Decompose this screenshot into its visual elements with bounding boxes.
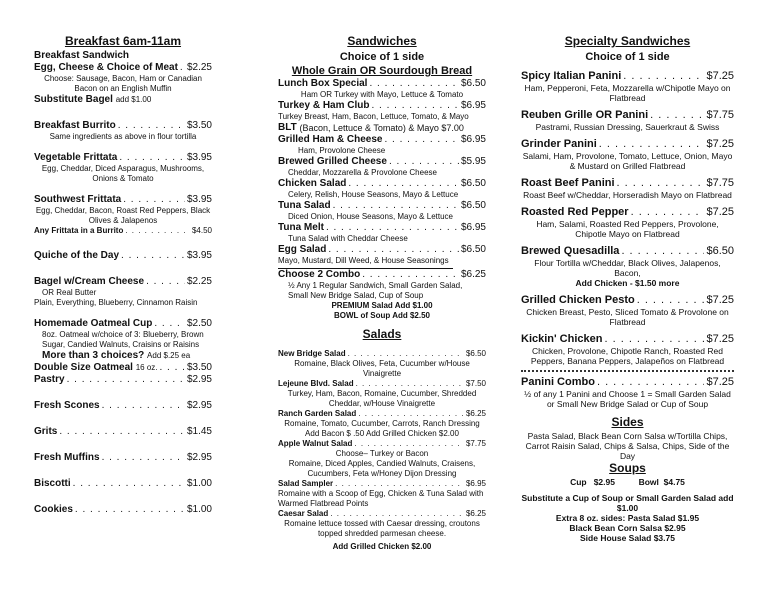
item-description: Cheddar, Mozzarella & Provolone Cheese — [288, 168, 437, 177]
menu-item-tuna-salad — [278, 200, 486, 212]
dot-leader — [154, 318, 185, 330]
item-name: Roast Beef Panini — [521, 177, 615, 189]
dot-leader — [119, 152, 185, 164]
item-price: $6.50 — [460, 78, 486, 89]
menu-item-grits — [34, 426, 212, 438]
item-name: Kickin' Chicken — [521, 333, 603, 345]
menu-item-bagel-sub — [34, 94, 212, 106]
bowl-note: BOWL of Soup Add $2.50 — [333, 311, 430, 320]
item-name: Egg, Cheese & Choice of Meat — [34, 62, 178, 73]
dot-leader — [372, 100, 459, 112]
item-name: Lunch Box Special — [278, 78, 368, 89]
item-price: $1.45 — [186, 426, 212, 437]
item-price: $6.95 — [460, 134, 486, 145]
item-name: Brewed Quesadilla — [521, 245, 620, 257]
item-name: Tuna Melt — [278, 222, 324, 233]
menu-item-sw-frittata — [34, 194, 212, 206]
menu-item-grinder — [521, 138, 734, 151]
item-price: $7.25 — [706, 376, 734, 388]
item-price: $7.25 — [706, 138, 734, 150]
item-description: OR Real Butter — [42, 288, 97, 297]
dot-leader — [75, 504, 185, 516]
item-name: Any Frittata in a Burrito — [34, 226, 124, 235]
specialty-title: Specialty Sandwiches — [564, 34, 691, 48]
item-name: More than 3 choices? — [42, 350, 145, 361]
item-price: $5.95 — [460, 156, 486, 167]
item-price: $3.95 — [186, 152, 212, 163]
menu-item-cookies — [34, 504, 212, 516]
item-description: ½ of any 1 Panini and Choose 1 = Small Garden Salad or Small New Bridge Salad or Cup of Soup — [524, 389, 731, 409]
menu-item-grilled-ham — [278, 134, 486, 146]
menu-item-panini-combo — [521, 376, 734, 389]
dot-leader — [354, 439, 464, 449]
dot-leader — [160, 362, 185, 374]
item-description: Ham, Pepperoni, Feta, Mozzarella w/Chipotle Mayo on Flatbread — [524, 83, 731, 103]
item-description: Ham OR Turkey with Mayo, Lettuce & Tomato — [300, 90, 464, 99]
item-name: Lejeune Blvd. Salad — [278, 379, 354, 388]
item-price: $6.95 — [465, 479, 486, 488]
item-name: Bagel w/Cream Cheese — [34, 276, 145, 287]
item-name: Chicken Salad — [278, 178, 347, 189]
item-name: Roasted Red Pepper — [521, 206, 629, 218]
item-description: Add Bacon $ .50 Add Grilled Chicken $2.00 — [305, 429, 459, 438]
item-price: $3.95 — [186, 250, 212, 261]
item-description: Mayo, Mustard, Dill Weed, & House Seasonings — [278, 256, 449, 265]
dot-leader — [621, 245, 704, 258]
item-description: Egg, Cheddar, Bacon, Roast Red Peppers, Black Olives & Jalapenos — [35, 206, 211, 225]
dot-leader — [326, 222, 459, 234]
item-price: $7.25 — [706, 294, 734, 306]
item-description: Small New Bridge Salad, Cup of Soup — [288, 291, 424, 300]
divider — [521, 370, 734, 372]
item-price: $2.95 — [186, 452, 212, 463]
extra-sides-note: Side House Salad $3.75 — [580, 533, 675, 543]
item-description: Same ingredients as above in flour tortilla — [49, 132, 197, 141]
item-description: Chicken, Provolone, Chipotle Ranch, Roasted Red Peppers, Banana Peppers, Jalapeños on Flatbread — [530, 346, 725, 366]
item-description: Egg, Cheddar, Diced Asparagus, Mushrooms, Onions & Tomato — [41, 164, 205, 183]
item-name: Choose 2 Combo — [278, 269, 361, 280]
item-price: $6.95 — [460, 222, 486, 233]
item-name: Grilled Ham & Cheese — [278, 134, 383, 145]
breakfast-column — [34, 34, 212, 516]
menu-item-blt — [278, 122, 486, 134]
dot-leader — [362, 269, 459, 281]
dot-leader — [121, 250, 185, 262]
dot-leader — [118, 120, 185, 132]
add-chicken-note: Add Grilled Chicken $2.00 — [332, 542, 432, 551]
item-price: $3.50 — [186, 120, 212, 131]
item-description: Flour Tortilla w/Cheddar, Black Olives, Jalapenos, Bacon, — [534, 258, 721, 278]
item-description: Plain, Everything, Blueberry, Cinnamon Raisin — [34, 298, 198, 307]
item-price: $1.00 — [186, 478, 212, 489]
specialty-column — [521, 34, 734, 543]
dot-leader — [180, 62, 185, 74]
item-price: $3.95 — [186, 194, 212, 205]
item-description: Ham, Provolone Cheese — [298, 146, 386, 155]
item-name: Pastry — [34, 374, 65, 385]
item-price: $7.75 — [706, 177, 734, 189]
item-price: $7.25 — [706, 333, 734, 345]
menu-item-oatmeal — [34, 318, 212, 330]
menu-item-kickin — [521, 333, 734, 346]
item-name: Egg Salad — [278, 244, 327, 255]
item-price: $2.95 — [186, 374, 212, 385]
item-description: Turkey, Ham, Bacon, Romaine, Cucumber, Shredded Cheddar, w/House Vinaigrette — [287, 389, 477, 408]
menu-item-sampler — [278, 479, 486, 489]
item-name: Spicy Italian Panini — [521, 70, 622, 82]
item-description: Diced Onion, House Seasons, Mayo & Lettuce — [288, 212, 453, 221]
item-name: Vegetable Frittata — [34, 152, 118, 163]
menu-item-roast-beef — [521, 177, 734, 190]
item-name: Salad Sampler — [278, 479, 334, 488]
menu-item-scones — [34, 400, 212, 412]
item-name: Double Size Oatmeal — [34, 362, 133, 373]
item-name: Reuben Grille OR Panini — [521, 109, 649, 121]
item-name: Substitute Bagel — [34, 94, 113, 105]
menu-item-quiche — [34, 250, 212, 262]
dot-leader — [650, 109, 704, 122]
dot-leader — [389, 156, 459, 168]
dot-leader — [631, 206, 705, 219]
sides-description: Pasta Salad, Black Bean Corn Salsa w/Tortilla Chips, Carrot Raisin Salad, Chips & Salsa, Chips, Side of the Day — [525, 431, 730, 461]
breakfast-title: Breakfast 6am-11am — [64, 34, 182, 48]
more-choices — [34, 350, 212, 362]
dot-leader — [125, 226, 190, 236]
menu-item-pastry — [34, 374, 212, 386]
item-name: Apple Walnut Salad — [278, 439, 353, 448]
item-price: $7.75 — [706, 109, 734, 121]
menu-item-quesadilla — [521, 245, 734, 258]
menu-item-reuben — [521, 109, 734, 122]
item-name: Cookies — [34, 504, 73, 515]
dot-leader — [356, 379, 464, 389]
item-name: Breakfast Sandwich — [34, 50, 130, 61]
menu-item-frittata-burrito — [34, 226, 212, 236]
item-description: ½ Any 1 Regular Sandwich, Small Garden Salad, — [288, 281, 463, 290]
substitute-note: Substitute a Cup of Soup or Small Garden Salad add $1.00 — [521, 493, 734, 513]
sides-title: Sides — [611, 415, 644, 429]
item-description: Choose: Sausage, Bacon, Ham or Canadian Bacon on an English Muffin — [44, 74, 202, 93]
item-name: Grinder Panini — [521, 138, 597, 150]
menu-item-double-oatmeal — [34, 362, 212, 374]
item-description: Romaine lettuce tossed with Caesar dressing, croutons topped shredded parmesan cheese. — [284, 519, 480, 538]
dot-leader — [102, 452, 185, 464]
dot-leader — [67, 374, 185, 386]
item-description: Romaine, Black Olives, Feta, Cucumber w/House Vinaigrette — [294, 359, 470, 378]
dot-leader — [384, 134, 458, 146]
item-name: BLT — [278, 122, 297, 133]
item-description: Tuna Salad with Cheddar Cheese — [288, 234, 408, 243]
dot-leader — [335, 479, 464, 489]
item-price: $7.75 — [465, 439, 486, 448]
item-description: Chicken Breast, Pesto, Sliced Tomato & Provolone on Flatbread — [526, 307, 729, 327]
item-price: $7.25 — [706, 70, 734, 82]
menu-item-chicken-salad — [278, 178, 486, 190]
dot-leader — [617, 177, 705, 190]
item-description: Romaine, Tomato, Cucumber, Carrots, Ranch Dressing — [284, 419, 480, 428]
item-price: $6.25 — [465, 509, 486, 518]
menu-item-caesar — [278, 509, 486, 519]
dot-leader — [637, 294, 705, 307]
item-name: add $1.00 — [115, 95, 152, 104]
item-name: Caesar Salad — [278, 509, 329, 518]
extra-sides-note: Extra 8 oz. sides: Pasta Salad $1.95 — [555, 513, 700, 523]
sandwiches-choice: Choice of 1 side — [339, 51, 425, 63]
menu-item-biscotti — [34, 478, 212, 490]
menu-item-new-bridge — [278, 349, 486, 359]
menu-item-lejeune — [278, 379, 486, 389]
item-price: $7.50 — [465, 379, 486, 388]
specialty-choice: Choice of 1 side — [585, 51, 670, 63]
menu-item-lunch-box — [278, 78, 486, 90]
dot-leader — [59, 426, 185, 438]
item-description: 8oz. Oatmeal w/choice of 3: Blueberry, Brown Sugar, Candied Walnuts, Craisins or Raisins — [42, 330, 204, 349]
dot-leader — [604, 333, 704, 346]
item-name: Homemade Oatmeal Cup — [34, 318, 153, 329]
item-name: Southwest Frittata — [34, 194, 122, 205]
item-name: Grilled Chicken Pesto — [521, 294, 635, 306]
menu-item-tuna-melt — [278, 222, 486, 234]
menu-item-roasted-pepper — [521, 206, 734, 219]
breakfast-sandwich-heading — [34, 50, 212, 62]
item-price: $6.50 — [460, 244, 486, 255]
item-name: Grits — [34, 426, 58, 437]
item-name: Tuna Salad — [278, 200, 331, 211]
item-name: Breakfast Burrito — [34, 120, 116, 131]
item-name: Fresh Muffins — [34, 452, 100, 463]
item-name: Brewed Grilled Cheese — [278, 156, 387, 167]
sandwiches-column — [278, 34, 486, 552]
item-name: Ranch Garden Salad — [278, 409, 357, 418]
menu-item-egg-cheese — [34, 62, 212, 74]
item-price: $6.25 — [465, 409, 486, 418]
item-price: $2.25 — [186, 276, 212, 287]
sandwiches-bread: Whole Grain OR Sourdough Bread — [291, 65, 473, 77]
item-description: Romaine with a Scoop of Egg, Chicken & Tuna Salad with Warmed Flatbread Points — [278, 489, 484, 508]
item-price: $2.50 — [186, 318, 212, 329]
item-price: $2.95 — [186, 400, 212, 411]
item-price: $2.25 — [186, 62, 212, 73]
item-description: Pastrami, Russian Dressing, Sauerkraut & Swiss — [535, 122, 720, 132]
item-price: $3.50 — [186, 362, 212, 373]
menu-item-veg-frittata — [34, 152, 212, 164]
item-price: $6.50 — [706, 245, 734, 257]
premium-note: PREMIUM Salad Add $1.00 — [331, 301, 433, 310]
menu-item-muffins — [34, 452, 212, 464]
dot-leader — [333, 200, 459, 212]
dot-leader — [102, 400, 185, 412]
sandwiches-title: Sandwiches — [347, 34, 417, 48]
dot-leader — [623, 70, 704, 83]
menu-item-egg-salad — [278, 244, 486, 256]
item-description: Roast Beef w/Cheddar, Horseradish Mayo on Flatbread — [523, 190, 732, 200]
item-description: Choose– Turkey or Bacon — [335, 449, 429, 458]
menu-item-turkey-ham — [278, 100, 486, 112]
item-description: Ham, Salami, Roasted Red Peppers, Provolone, Chipotle Mayo on Flatbread — [536, 219, 719, 239]
item-description: Celery, Relish, House Seasons, Mayo & Lettuce — [288, 190, 459, 199]
item-description: Salami, Ham, Provolone, Tomato, Lettuce, Onion, Mayo & Mustard on Grilled Flatbread — [522, 151, 733, 171]
item-name: Biscotti — [34, 478, 71, 489]
menu-item-italian — [521, 70, 734, 83]
item-name: Add $.25 ea — [147, 351, 191, 360]
menu-item-pesto — [521, 294, 734, 307]
item-price: $6.25 — [460, 269, 486, 280]
dot-leader — [597, 376, 705, 389]
item-description: Turkey Breast, Ham, Bacon, Lettuce, Tomato, & Mayo — [278, 112, 469, 121]
item-price: $7.25 — [706, 206, 734, 218]
item-name: 16 oz. — [135, 363, 158, 372]
dot-leader — [348, 178, 459, 190]
item-price: $6.50 — [460, 200, 486, 211]
menu-item-brewed-cheese — [278, 156, 486, 168]
soup-prices: Cup $2.95 Bowl $4.75 — [570, 477, 685, 487]
item-name: Fresh Scones — [34, 400, 100, 411]
soups-title: Soups — [609, 461, 646, 475]
dot-leader — [123, 194, 185, 206]
extra-sides-note: Black Bean Corn Salsa $2.95 — [569, 523, 686, 533]
dot-leader — [358, 409, 464, 419]
item-description: Romaine, Diced Apples, Candied Walnuts, Craisens, Cucumbers, Feta w/Honey Dijon Dressing — [288, 459, 476, 478]
dot-leader — [328, 244, 459, 256]
item-name: Quiche of the Day — [34, 250, 120, 261]
item-price: $4.50 — [191, 226, 212, 235]
dot-leader — [369, 78, 459, 90]
item-name: New Bridge Salad — [278, 349, 346, 358]
dot-leader — [146, 276, 185, 288]
item-name: Panini Combo — [521, 376, 595, 388]
dot-leader — [73, 478, 185, 490]
item-price: $6.95 — [460, 100, 486, 111]
menu-item-burrito — [34, 120, 212, 132]
item-description: Add Chicken - $1.50 more — [575, 278, 680, 288]
menu-item-apple-walnut — [278, 439, 486, 449]
menu-item-ranch — [278, 409, 486, 419]
item-name: Turkey & Ham Club — [278, 100, 370, 111]
menu-item-choose2 — [278, 269, 486, 281]
dot-leader — [330, 509, 464, 519]
dot-leader — [348, 349, 464, 359]
item-price: $6.50 — [465, 349, 486, 358]
item-name: (Bacon, Lettuce & Tomato) & Mayo $7.00 — [299, 123, 464, 133]
menu-item-bagel — [34, 276, 212, 288]
salads-title: Salads — [362, 327, 402, 341]
item-price: $1.00 — [186, 504, 212, 515]
item-price: $6.50 — [460, 178, 486, 189]
dot-leader — [599, 138, 705, 151]
